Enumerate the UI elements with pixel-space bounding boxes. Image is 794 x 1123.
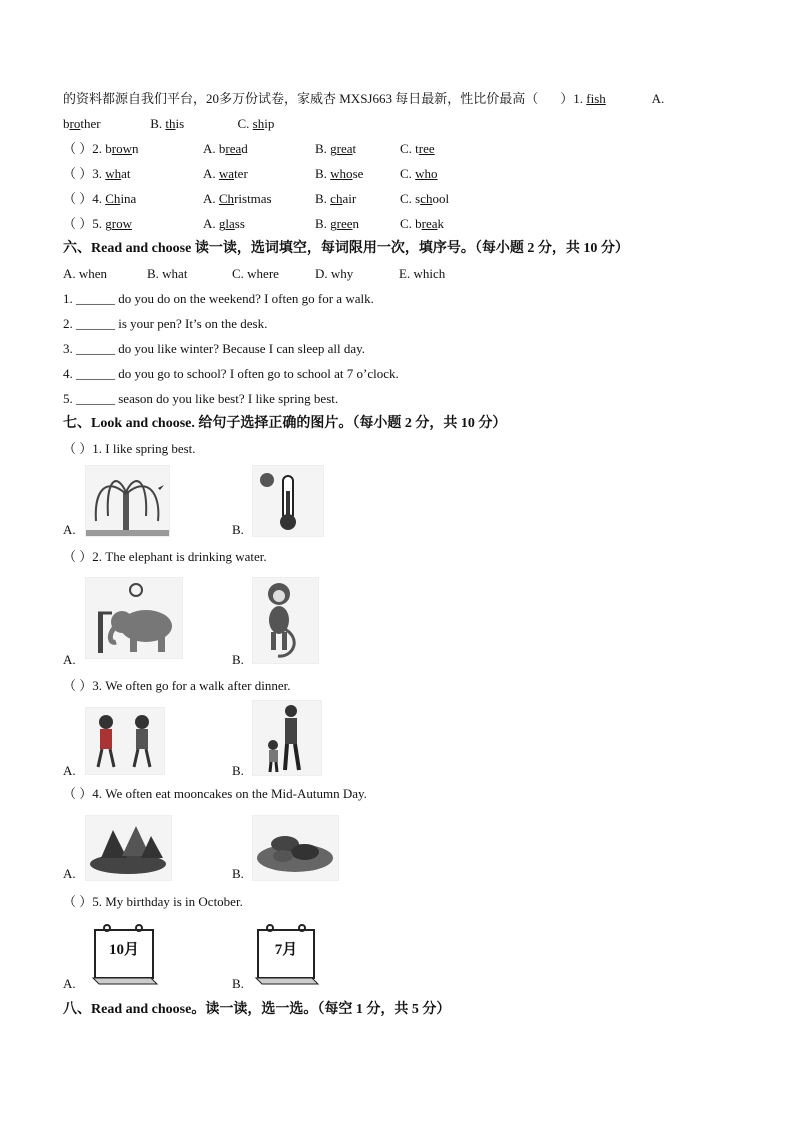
s7-question-1: （ ）1. I like spring best. [63,441,196,456]
q1-option-b: B. this [150,116,185,131]
s7-q4-label-a: A. [63,866,76,881]
phonics-option-a: A. Christmas [203,191,272,206]
phonics-option-a: A. bread [203,141,248,156]
calendar-a-text: 10月 [108,942,139,958]
phonics-option-b: B. green [315,216,360,231]
s6-question-2: 2. ______ is your pen? It’s on the desk. [63,316,268,331]
option-what: B. what [147,266,188,281]
s7-question-5: （ ）5. My birthday is in October. [63,894,243,909]
s6-question-3: 3. ______ do you like winter? Because I can sleep all day. [63,341,366,356]
s7-q3-label-a: A. [63,763,76,778]
s7-q3-label-b: B. [232,763,244,778]
intro-text: 的资料都源自我们平台，20多万份试卷，家威杏 MXSJ663 每日最新，性比价最高（ [63,91,539,106]
section-7-title: 七、Look and choose. 给句子选择正确的图片。（每小题 2 分，共 10 分） [63,416,507,431]
section-6-options [63,265,445,283]
elephant-drinking-image [85,577,183,659]
q1-option-c: C. ship [237,116,275,131]
q1-word: fish [586,91,606,106]
s6-question-5: 5. ______ season do you like best? I like spring best. [63,391,339,406]
s7-question-3: （ ）3. We often go for a walk after dinner. [63,678,291,693]
s7-q1-label-a: A. [63,522,76,537]
phonics-option-c: C. break [400,216,445,231]
s7-q5-label-b: B. [232,976,244,991]
s7-q1-label-b: B. [232,522,244,537]
phonics-question-word: （ ）3. what [63,166,131,181]
monkey-image [252,577,319,664]
s7-q2-label-b: B. [232,652,244,667]
phonics-option-b: B. whose [315,166,364,181]
s7-q5-label-a: A. [63,976,76,991]
question-1-line [63,90,664,108]
s7-question-4: （ ）4. We often eat mooncakes on the Mid-Autumn Day. [63,786,367,801]
zongzi-image [85,815,172,881]
phonics-question-word: （ ）5. grow [63,216,132,231]
phonics-option-c: C. who [400,166,438,181]
willow-tree-image [85,465,170,537]
thermometer-image [252,465,324,537]
phonics-option-c: C. school [400,191,450,206]
option-which: E. which [399,266,446,281]
phonics-option-a: A. glass [203,216,245,231]
calendar-b-text: 7月 [274,942,298,958]
option-why: D. why [315,266,354,281]
kids-exercising-image [85,707,165,775]
question-1-options: brother B. this C. ship [63,116,275,131]
walking-after-dinner-image [252,700,322,776]
option-when: A. when [63,266,108,281]
q1-option-a-label: A. [651,91,665,106]
s7-question-2: （ ）2. The elephant is drinking water. [63,549,267,564]
phonics-option-b: B. chair [315,191,357,206]
mooncakes-image [252,815,339,881]
section-8-title: 八、Read and choose。读一读，选一选。（每空 1 分，共 5 分） [63,1002,451,1017]
q1-number: ）1. [560,91,584,106]
s6-question-1: 1. ______ do you do on the weekend? I often go for a walk. [63,291,374,306]
s7-q2-label-a: A. [63,652,76,667]
s7-q4-label-b: B. [232,866,244,881]
phonics-option-a: A. water [203,166,248,181]
option-where: C. where [232,266,279,281]
calendar-october-image [85,920,161,986]
phonics-option-c: C. tree [400,141,435,156]
phonics-option-b: B. great [315,141,357,156]
section-6-title: 六、Read and choose 读一读，选词填空，每词限用一次，填序号。（每小题 2 分，共 10 分） [63,241,629,256]
phonics-question-word: （ ）4. China [63,191,137,206]
phonics-question-word: （ ）2. brown [63,141,139,156]
calendar-july-image [252,920,322,986]
s6-question-4: 4. ______ do you go to school? I often go to school at 7 o’clock. [63,366,399,381]
